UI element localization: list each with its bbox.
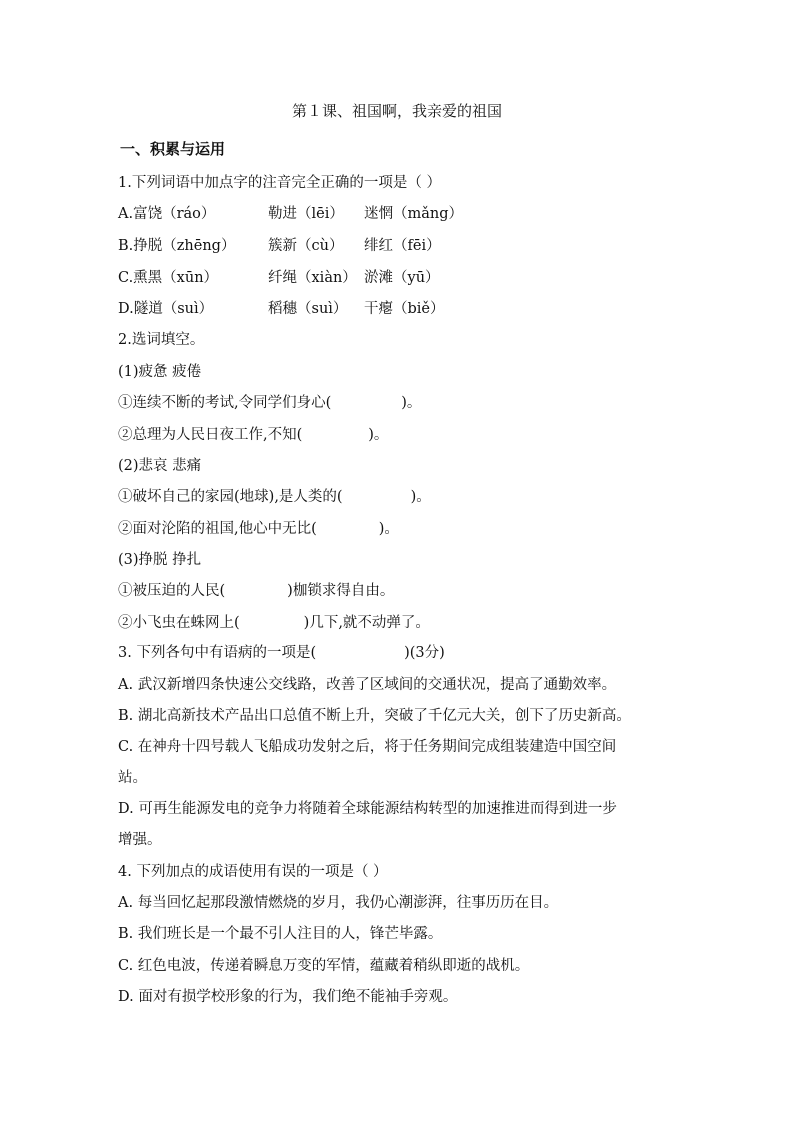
question-1-option-a: [118, 203, 463, 225]
question-1-option-d: [118, 298, 445, 320]
section-heading: 一、积累与运用: [120, 140, 226, 158]
page-title: 第１课、祖国啊，我亲爱的祖国: [291, 102, 502, 120]
question-4-option-c: C. 红色电波，传递着瞬息万变的军情，蕴藏着稍纵即逝的战机。: [118, 958, 530, 974]
option-word: 迷惘（mǎng）: [364, 206, 464, 222]
option-word: 淤滩（yū）: [364, 270, 440, 286]
question-3-option-c-cont: 站。: [118, 770, 147, 786]
option-word: D.隧道（suì）: [118, 301, 214, 317]
question-1-option-b: [118, 235, 441, 257]
question-3-stem: 3. 下列各句中有语病的一项是( )(3分): [118, 645, 445, 661]
fill-sentence: ①破坏自己的家园(地球),是人类的( )。: [118, 489, 431, 505]
option-word: 勒进（lēi）: [268, 206, 344, 222]
word-group-2: (2)悲哀 悲痛: [118, 458, 202, 474]
option-word: B.挣脱（zhēng）: [118, 238, 236, 254]
question-4-option-d: D. 面对有损学校形象的行为，我们绝不能袖手旁观。: [118, 989, 458, 1005]
fill-sentence: ②总理为人民日夜工作,不知( )。: [118, 427, 389, 443]
question-1-stem: 1.下列词语中加点字的注音完全正确的一项是（ ）: [118, 175, 441, 191]
question-3-option-a: A. 武汉新增四条快速公交线路，改善了区域间的交通状况，提高了通勤效率。: [118, 677, 617, 693]
word-group-3: (3)挣脱 挣扎: [118, 552, 202, 568]
fill-sentence: ①被压迫的人民( )枷锁求得自由。: [118, 583, 395, 599]
option-word: A.富饶（ráo）: [118, 206, 216, 222]
word-group-1: (1)疲惫 疲倦: [118, 364, 202, 380]
question-3-option-d: D. 可再生能源发电的竞争力将随着全球能源结构转型的加速推进而得到进一步: [118, 801, 617, 817]
question-1-option-c: [118, 267, 440, 289]
question-3-option-c: C. 在神舟十四号载人飞船成功发射之后，将于任务期间完成组装建造中国空间: [118, 739, 617, 755]
option-word: 稻穗（suì）: [268, 301, 348, 317]
fill-sentence: ②面对沦陷的祖国,他心中无比( )。: [118, 521, 399, 537]
question-4-stem: 4. 下列加点的成语使用有误的一项是（ ）: [118, 864, 388, 880]
option-word: C.熏黑（xūn）: [118, 270, 219, 286]
option-word: 绯红（fēi）: [364, 238, 441, 254]
question-3-option-b: B. 湖北高新技术产品出口总值不断上升，突破了千亿元大关，创下了历史新高。: [118, 708, 631, 724]
question-2-stem: 2.选词填空。: [118, 332, 205, 348]
option-word: 干瘪（biě）: [364, 301, 445, 317]
fill-sentence: ①连续不断的考试,令同学们身心( )。: [118, 395, 422, 411]
fill-sentence: ②小飞虫在蛛网上( )几下,就不动弹了。: [118, 615, 430, 631]
question-3-option-d-cont: 增强。: [118, 832, 162, 848]
question-4-option-b: B. 我们班长是一个最不引人注目的人，锋芒毕露。: [118, 926, 443, 942]
option-word: 纤绳（xiàn）: [268, 270, 357, 286]
question-4-option-a: A. 每当回忆起那段激情燃烧的岁月，我仍心潮澎湃，往事历历在目。: [118, 895, 559, 911]
option-word: 簇新（cù）: [268, 238, 344, 254]
